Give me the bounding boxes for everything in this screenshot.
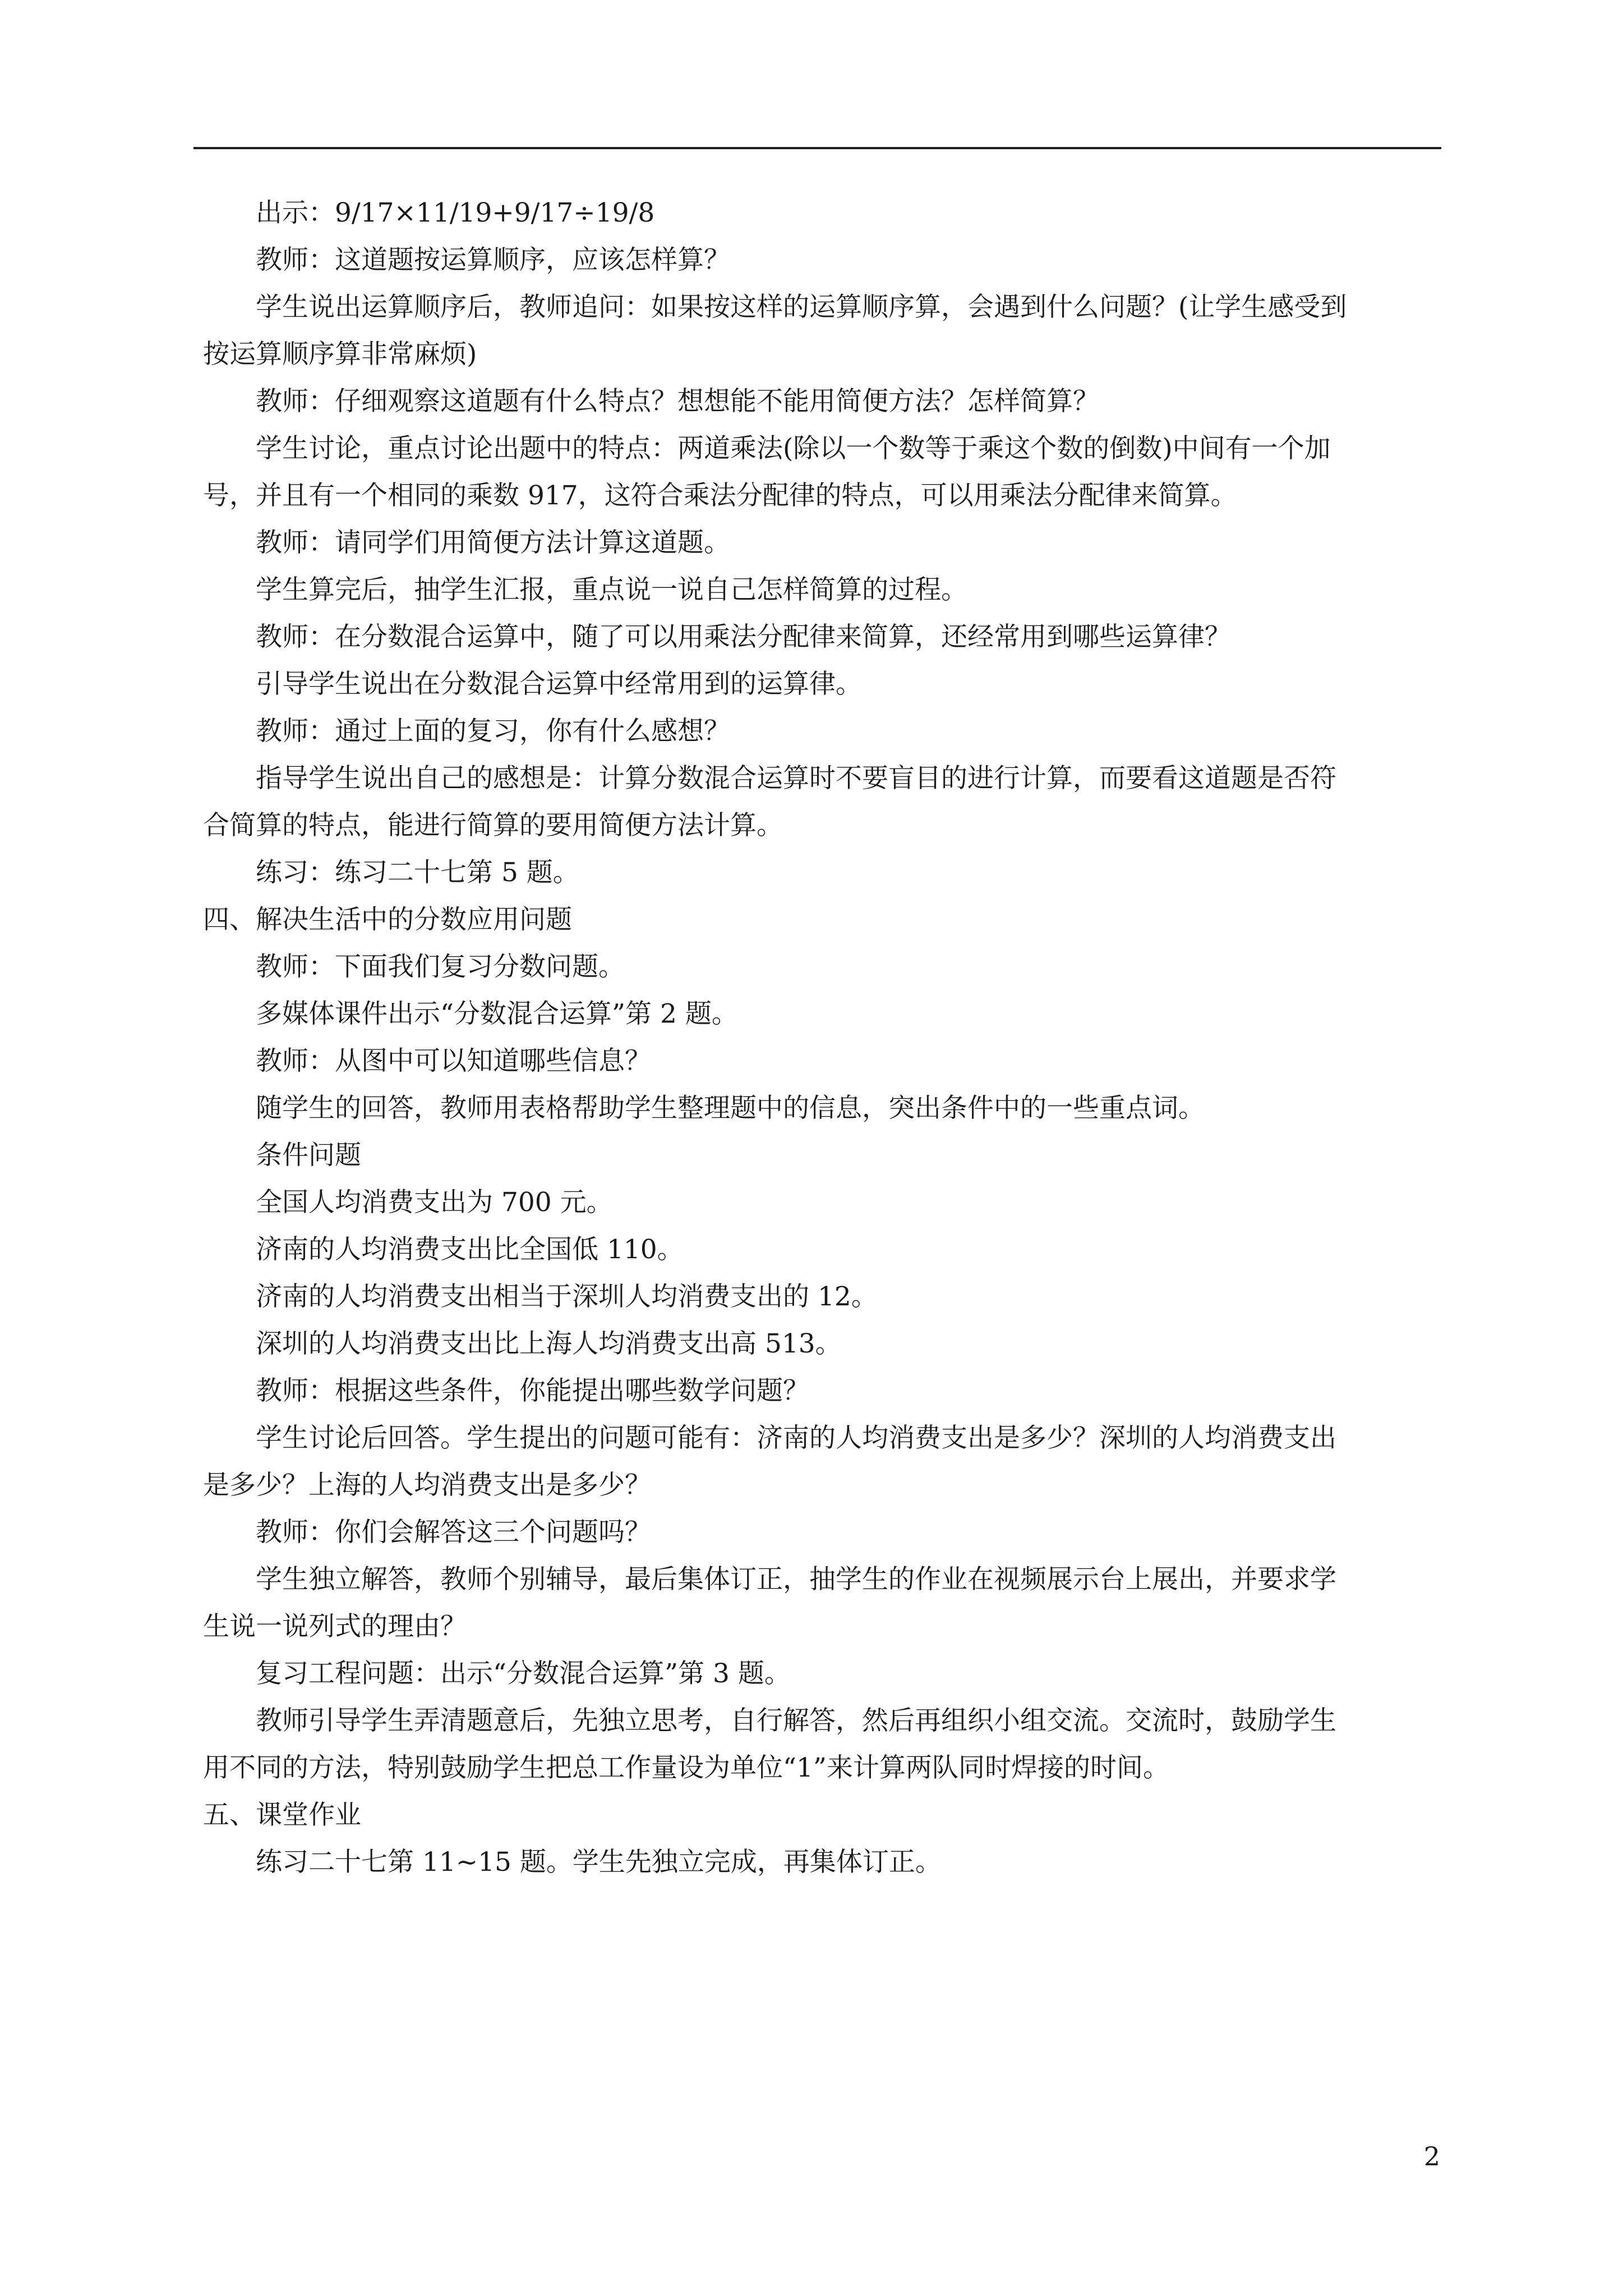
text-line: 四、解决生活中的分数应用问题	[203, 904, 572, 935]
document-body	[203, 197, 1437, 1894]
text-line: 教师：这道题按运算顺序，应该怎样算？	[256, 245, 730, 275]
page-number: 2	[1423, 2141, 1440, 2171]
text-line: 引导学生说出在分数混合运算中经常用到的运算律。	[256, 669, 862, 700]
text-line: 教师：根据这些条件，你能提出哪些数学问题？	[256, 1375, 809, 1406]
text-line: 教师：仔细观察这道题有什么特点？想想能不能用简便方法？怎样简算？	[256, 386, 1099, 417]
text-line: 号，并且有一个相同的乘数 917，这符合乘法分配律的特点，可以用乘法分配律来简算。	[203, 480, 1237, 511]
text-line: 出示：9/17×11/19+9/17÷19/8	[256, 197, 655, 228]
text-line: 多媒体课件出示“分数混合运算”第 2 题。	[256, 999, 738, 1029]
text-line: 用不同的方法，特别鼓励学生把总工作量设为单位“1”来计算两队同时焊接的时间。	[203, 1752, 1169, 1783]
text-line: 教师：请同学们用简便方法计算这道题。	[256, 527, 730, 558]
text-line: 教师：下面我们复习分数问题。	[256, 951, 625, 982]
text-line: 是多少？上海的人均消费支出是多少？	[203, 1470, 651, 1501]
text-line: 按运算顺序算非常麻烦)	[203, 339, 477, 370]
text-line: 五、课堂作业	[203, 1800, 361, 1830]
text-line: 学生说出运算顺序后，教师追问：如果按这样的运算顺序算，会遇到什么问题？(让学生感受到	[256, 292, 1347, 323]
text-line: 教师：在分数混合运算中，随了可以用乘法分配律来简算，还经常用到哪些运算律？	[256, 622, 1231, 652]
text-line: 学生讨论，重点讨论出题中的特点：两道乘法(除以一个数等于乘这个数的倒数)中间有一个加	[256, 433, 1331, 464]
text-line: 复习工程问题：出示“分数混合运算”第 3 题。	[256, 1658, 791, 1689]
text-line: 随学生的回答，教师用表格帮助学生整理题中的信息，突出条件中的一些重点词。	[256, 1093, 1205, 1124]
text-line: 生说一说列式的理由？	[203, 1611, 467, 1642]
text-line: 济南的人均消费支出比全国低 110。	[256, 1234, 684, 1265]
text-line: 教师：通过上面的复习，你有什么感想？	[256, 716, 730, 747]
text-line: 学生独立解答，教师个别辅导，最后集体订正，抽学生的作业在视频展示台上展出，并要求学	[256, 1564, 1336, 1595]
text-line: 全国人均消费支出为 700 元。	[256, 1187, 613, 1218]
text-line: 济南的人均消费支出相当于深圳人均消费支出的 12。	[256, 1281, 878, 1312]
text-line: 练习：练习二十七第 5 题。	[256, 857, 579, 888]
text-line: 学生讨论后回答。学生提出的问题可能有：济南的人均消费支出是多少？深圳的人均消费支出	[256, 1423, 1336, 1453]
text-line: 深圳的人均消费支出比上海人均消费支出高 513。	[256, 1328, 842, 1359]
text-line: 教师引导学生弄清题意后，先独立思考，自行解答，然后再组织小组交流。交流时，鼓励学生	[256, 1705, 1336, 1736]
text-line: 练习二十七第 11~15 题。学生先独立完成，再集体订正。	[256, 1847, 942, 1878]
text-line: 教师：你们会解答这三个问题吗？	[256, 1517, 651, 1548]
text-line: 合简算的特点，能进行简算的要用简便方法计算。	[203, 810, 783, 841]
header-divider	[193, 147, 1441, 149]
text-line: 学生算完后，抽学生汇报，重点说一说自己怎样简算的过程。	[256, 574, 967, 605]
text-line: 条件问题	[256, 1140, 361, 1171]
text-line: 教师：从图中可以知道哪些信息？	[256, 1046, 651, 1076]
text-line: 指导学生说出自己的感想是：计算分数混合运算时不要盲目的进行计算，而要看这道题是否符	[256, 763, 1336, 794]
